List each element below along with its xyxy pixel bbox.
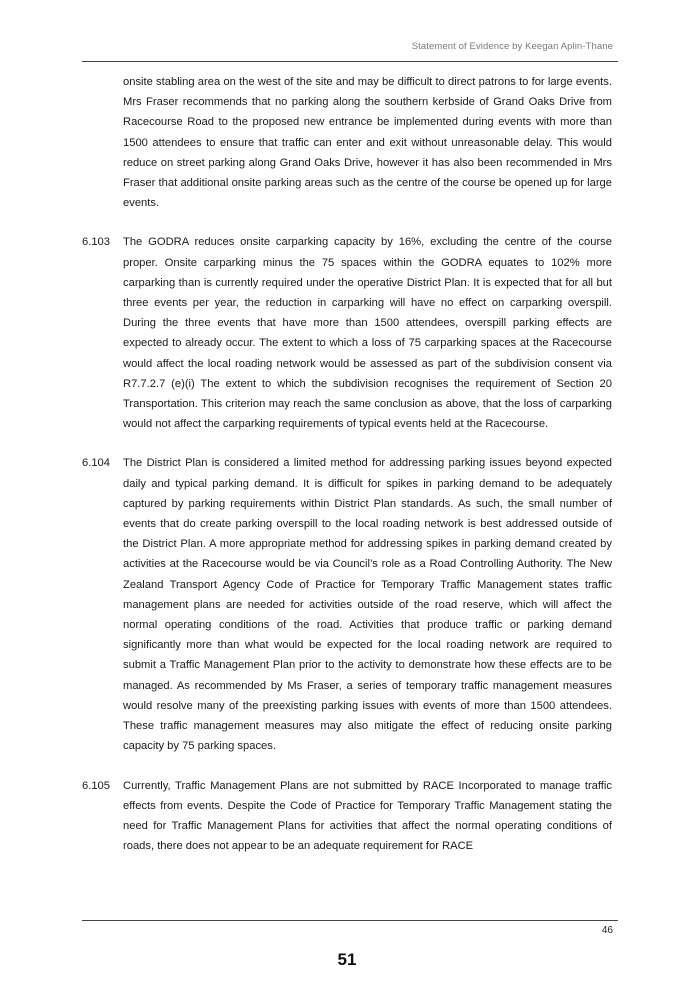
paragraph-text: The GODRA reduces onsite carparking capacity by 16%, excluding the centre of the course proper. Onsite carparking minus the 75 spaces within the GODRA equates to 102% more carparking than is currently required under the operative District Plan. It is expected that for all but three events per year, the reduction in carparking will have no effect on carparking overspill. During the three events that have more than 1500 attendees, overspill parking effects are expected to already occur. The extent to which a loss of 75 carparking spaces at the Racecourse would affect the local roading network would be assessed as part of the subdivision consent via R7.7.2.7 (e)(i) The extent to which the subdivision recognises the requirement of Section 20 Transportation. This criterion may reach the same conclusion as above, that the loss of carparking would not affect the carparking requirements of typical events held at the Racecourse. <box>123 236 612 431</box>
paragraph-number: 6.104 <box>82 457 110 470</box>
paragraph-6-105 <box>82 776 612 857</box>
document-page-stamp: 51 <box>337 950 357 969</box>
paragraph-6-104 <box>82 453 612 756</box>
footer-divider <box>82 920 618 921</box>
header-divider <box>82 61 618 62</box>
paragraph-number: 6.105 <box>82 779 110 792</box>
paragraph-text: Currently, Traffic Management Plans are not submitted by RACE Incorporated to manage traffic effects from events. Despite the Code of Practice for Temporary Traffic Management stating the need for Traffic Management Plans for activities that affect the normal operating conditions of roads, there does not appear to be an adequate requirement for RACE <box>123 779 612 853</box>
body-content <box>82 72 612 875</box>
paragraph-text: The District Plan is considered a limited method for addressing parking issues beyond expected daily and typical parking demand. It is difficult for spikes in parking demand to be adequately captured by parking requirements within District Plan standards. As such, the small number of events that do create parking overspill to the local roading network is best addressed outside of the District Plan. A more appropriate method for addressing spikes in parking demand created by activities at the Racecourse would be via Council’s role as a Road Controlling Authority. The New Zealand Transport Agency Code of Practice for Temporary Traffic Management states traffic management plans are needed for activities outside of the road reserve, which will affect the normal operating conditions of the road. Activities that produce traffic or parking demand significantly more than what would be expected for the local roading network are required to submit a Traffic Management Plan prior to the activity to demonstrate how these effects are to be managed. As recommended by Ms Fraser, a series of temporary traffic management measures would resolve many of the preexisting parking issues with events of more than 1500 attendees. These traffic management measures may also mitigate the effect of reducing onsite parking capacity by 75 parking spaces. <box>123 457 612 753</box>
paragraph-6-103 <box>82 232 612 434</box>
running-header: Statement of Evidence by Keegan Aplin-Thane <box>411 41 613 52</box>
paragraph-continued <box>82 72 612 213</box>
page-number: 46 <box>601 925 613 936</box>
paragraph-number <box>82 72 123 213</box>
paragraph-text: onsite stabling area on the west of the site and may be difficult to direct patrons to for large events. Mrs Fraser recommends that no parking along the southern kerbside of Grand Oaks Drive from Racecourse Road to the proposed new entrance be implemented during events with more than 1500 attendees to ensure that traffic can enter and exit without unreasonable delay. This would reduce on street parking along Grand Oaks Drive, however it has also been recommended in Mrs Fraser that additional onsite parking areas such as the centre of the course be opened up for large events. <box>123 76 612 210</box>
paragraph-number: 6.103 <box>82 236 110 249</box>
